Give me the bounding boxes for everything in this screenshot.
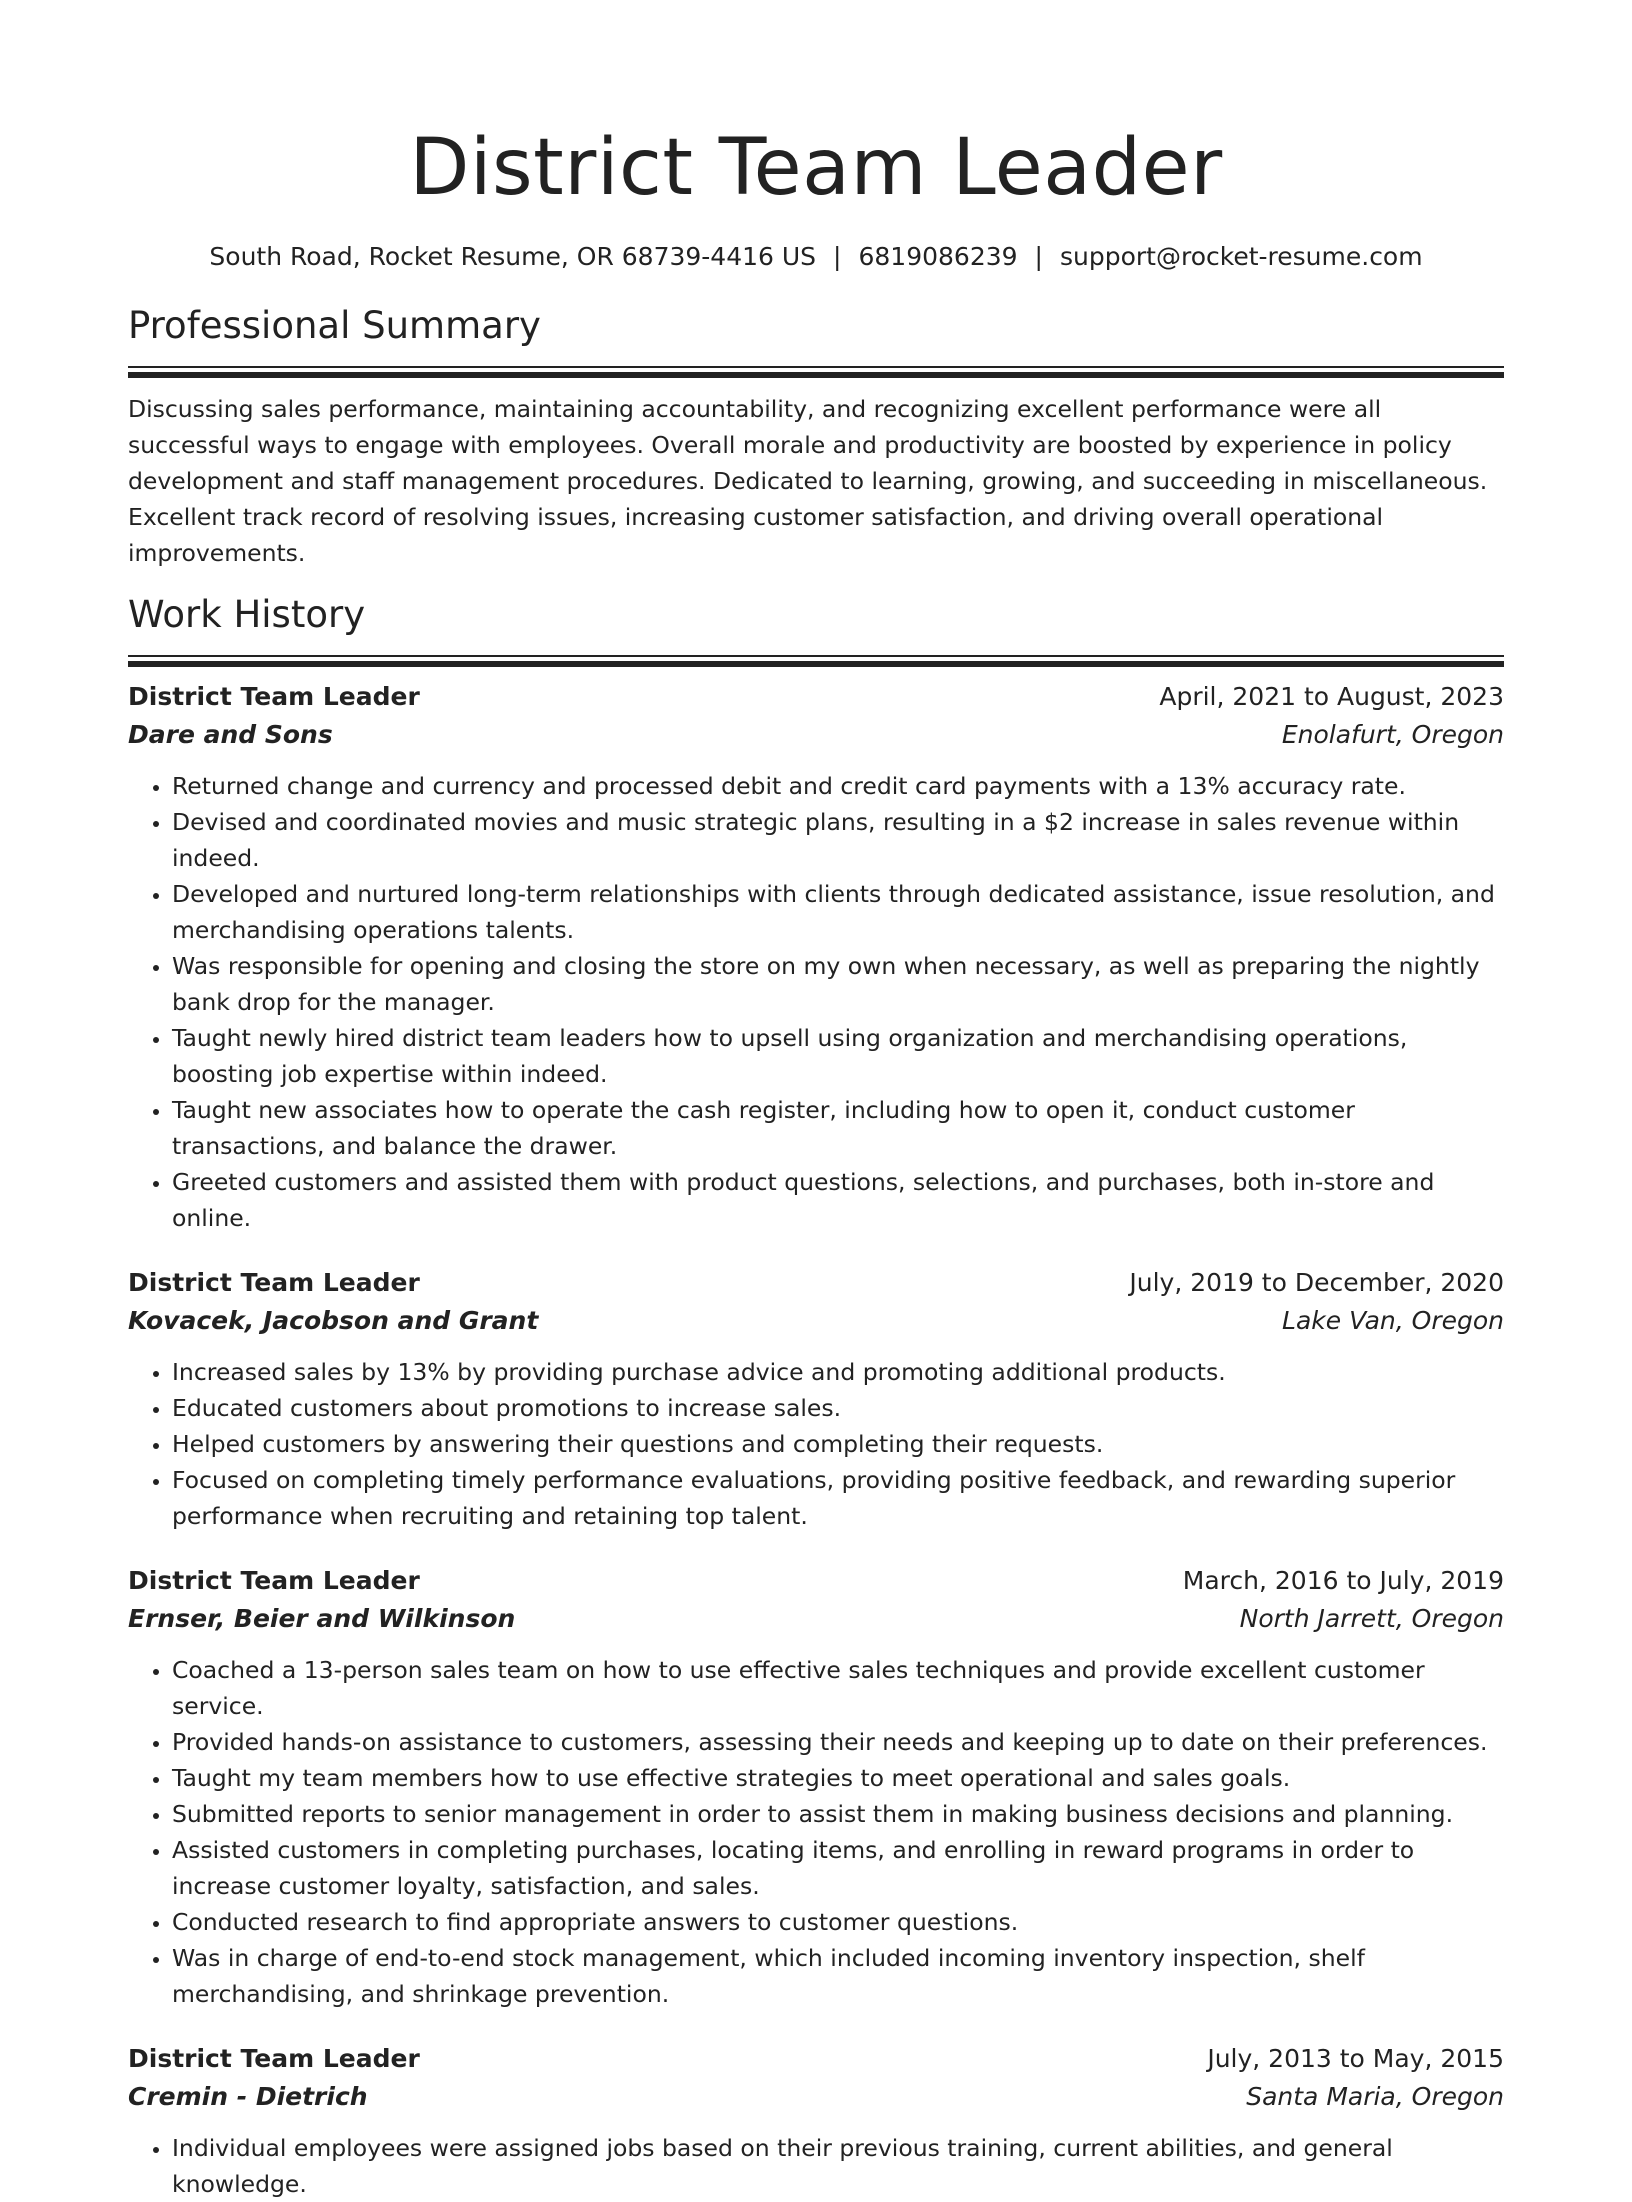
job-bullet-list — [128, 1354, 1504, 1534]
job-bullet: • Conducted research to find appropriate answers to customer questions. — [172, 1904, 1504, 1940]
job-bullet: • Coached a 13-person sales team on how to use effective sales techniques and provide excellent customer service. — [172, 1652, 1504, 1724]
resume-page — [128, 0, 1504, 2202]
work-history-section — [128, 591, 1504, 2202]
job-location: Lake Van, Oregon — [1282, 1306, 1504, 1335]
job-company: Ernser, Beier and Wilkinson — [128, 1604, 516, 1633]
job-title: District Team Leader — [128, 1268, 420, 1297]
job-company-row — [128, 1600, 1504, 1638]
contact-separator: | — [833, 242, 842, 271]
job-title: District Team Leader — [128, 2044, 420, 2073]
section-heading: Work History — [128, 593, 366, 636]
job-bullet: • Taught newly hired district team leaders how to upsell using organization and merchandising operations, boosting job expertise within indeed. — [172, 1020, 1504, 1092]
job-bullet-list — [128, 768, 1504, 1236]
resume-title: District Team Leader — [409, 123, 1223, 213]
section-divider — [128, 655, 1504, 666]
professional-summary-section — [128, 302, 1504, 571]
job-bullet: • Assisted customers in completing purchases, locating items, and enrolling in reward programs in order to increase customer loyalty, satisfaction, and sales. — [172, 1832, 1504, 1904]
contact-line — [128, 240, 1504, 274]
job-company-row — [128, 716, 1504, 754]
job-company: Dare and Sons — [128, 720, 333, 749]
job-entry — [128, 678, 1504, 1236]
job-location: Santa Maria, Oregon — [1246, 2082, 1504, 2111]
job-entry — [128, 1264, 1504, 1534]
job-bullet-list — [128, 2130, 1504, 2202]
job-bullet: • Greeted customers and assisted them with product questions, selections, and purchases, both in-store and online. — [172, 1164, 1504, 1236]
job-bullet: • Taught my team members how to use effective strategies to meet operational and sales goals. — [172, 1760, 1504, 1796]
job-bullet: • Individual employees were assigned jobs based on their previous training, current abilities, and general knowledge. — [172, 2130, 1504, 2202]
job-header-row — [128, 1562, 1504, 1600]
job-entry — [128, 1562, 1504, 2012]
contact-address: South Road, Rocket Resume, OR 68739-4416 US — [209, 242, 817, 271]
job-bullet: • Devised and coordinated movies and music strategic plans, resulting in a $2 increase in sales revenue within indeed. — [172, 804, 1504, 876]
job-dates: April, 2021 to August, 2023 — [1159, 682, 1504, 711]
job-title: District Team Leader — [128, 1566, 420, 1595]
job-company: Kovacek, Jacobson and Grant — [128, 1306, 539, 1335]
contact-email: support@rocket-resume.com — [1059, 242, 1423, 271]
job-dates: July, 2013 to May, 2015 — [1207, 2044, 1504, 2073]
section-heading: Professional Summary — [128, 304, 541, 347]
job-entry — [128, 2040, 1504, 2202]
job-bullet: • Helped customers by answering their questions and completing their requests. — [172, 1426, 1504, 1462]
job-bullet: • Was in charge of end-to-end stock management, which included incoming inventory inspection, shelf merchandising, and shrinkage prevention. — [172, 1940, 1504, 2012]
job-bullet: • Provided hands-on assistance to customers, assessing their needs and keeping up to date on their preferences. — [172, 1724, 1504, 1760]
job-bullet: • Taught new associates how to operate the cash register, including how to open it, conduct customer transactions, and balance the drawer. — [172, 1092, 1504, 1164]
job-bullet: • Submitted reports to senior management in order to assist them in making business decisions and planning. — [172, 1796, 1504, 1832]
job-company-row — [128, 1302, 1504, 1340]
job-company: Cremin - Dietrich — [128, 2082, 368, 2111]
job-bullet-list — [128, 1652, 1504, 2012]
job-company-row — [128, 2078, 1504, 2116]
job-header-row — [128, 678, 1504, 716]
job-bullet: • Educated customers about promotions to increase sales. — [172, 1390, 1504, 1426]
job-location: North Jarrett, Oregon — [1239, 1604, 1504, 1633]
job-dates: March, 2016 to July, 2019 — [1182, 1566, 1504, 1595]
job-header-row — [128, 2040, 1504, 2078]
section-divider — [128, 366, 1504, 377]
job-bullet: • Developed and nurtured long-term relationships with clients through dedicated assistance, issue resolution, and merchandising operations talents. — [172, 876, 1504, 948]
job-bullet: • Was responsible for opening and closing the store on my own when necessary, as well as preparing the nightly bank drop for the manager. — [172, 948, 1504, 1020]
job-header-row — [128, 1264, 1504, 1302]
job-title: District Team Leader — [128, 682, 420, 711]
contact-separator: | — [1034, 242, 1043, 271]
job-bullet: • Increased sales by 13% by providing purchase advice and promoting additional products. — [172, 1354, 1504, 1390]
job-dates: July, 2019 to December, 2020 — [1129, 1268, 1504, 1297]
job-location: Enolafurt, Oregon — [1281, 720, 1504, 749]
job-bullet: • Returned change and currency and processed debit and credit card payments with a 13% accuracy rate. — [172, 768, 1504, 804]
job-bullet: • Focused on completing timely performance evaluations, providing positive feedback, and rewarding superior performance when recruiting and retaining top talent. — [172, 1462, 1504, 1534]
summary-text: Discussing sales performance, maintaining accountability, and recognizing excellent performance were all successful ways to engage with employees. Overall morale and productivity are boosted by experience in policy development and staff management procedures. Dedicated to learning, growing, and succeeding in miscellaneous. Excellent track record of resolving issues, increasing customer satisfaction, and driving overall operational improvements. — [128, 395, 1488, 567]
contact-phone: 6819086239 — [858, 242, 1018, 271]
